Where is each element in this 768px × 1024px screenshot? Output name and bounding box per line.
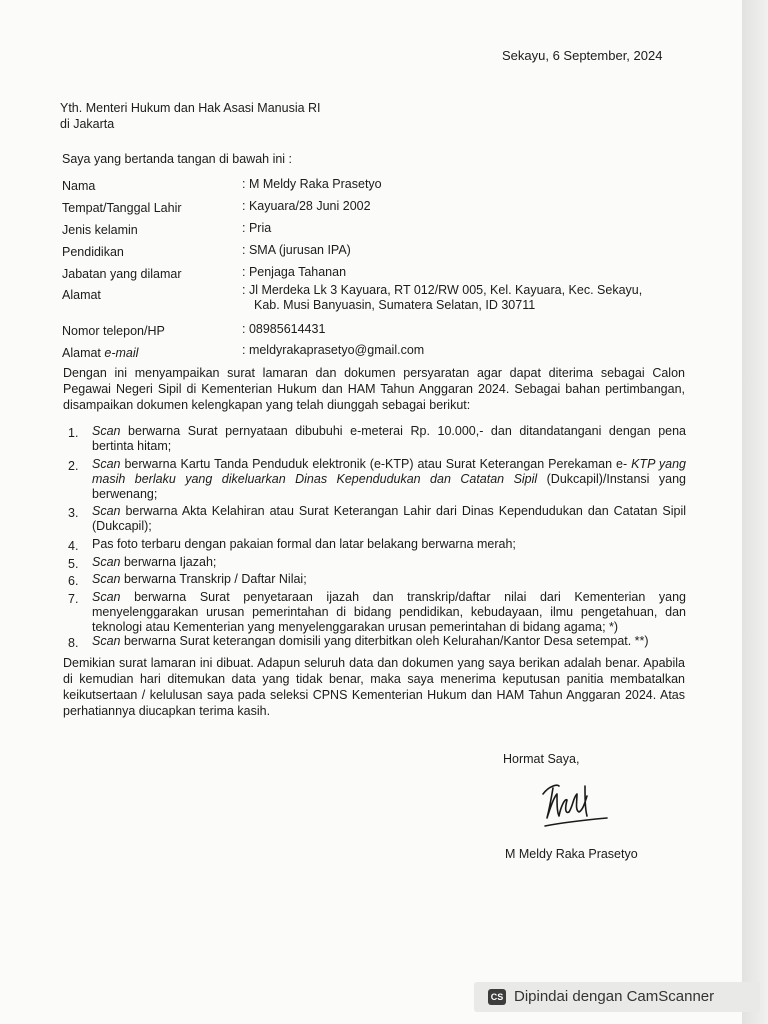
camscanner-watermark [474,982,760,1012]
camscanner-text: Dipindai dengan CamScanner [514,988,715,1005]
list-number-1: 1. [68,426,79,440]
list-number-5: 5. [68,557,79,571]
closing-paragraph: Demikian surat lamaran ini dibuat. Adapun seluruh data dan dokumen yang saya berikan adalah benar. Apabila di kemudian hari ditemukan data yang tidak benar, maka saya menerima keputusan panitia membatalkan keikutsertaan / kelulusan saya pada seleksi CPNS Kementerian Hukum dan HAM Tahun Anggaran 2024. Atas perhatiannya diucapkan terima kasih. [63,656,685,718]
list-item-2-scan: Scan [92,457,121,471]
list-item-5 [92,555,686,570]
list-item-2 [92,457,686,502]
list-item-4 [92,537,686,552]
list-item-7 [92,590,686,635]
list-number-3: 3. [68,506,79,520]
list-item-4-text: Pas foto terbaru dengan pakaian formal dan latar belakang berwarna merah; [92,537,516,551]
field-label-nama: Nama [62,179,96,193]
regards-text: Hormat Saya, [503,752,580,766]
field-value-ttl: : Kayuara/28 Juni 2002 [242,199,371,213]
field-value-education: : SMA (jurusan IPA) [242,243,351,257]
list-item-2-italic: KTP yang masih berlaku yang dikeluarkan Dinas Kependudukan dan Catatan Sipil [92,457,686,486]
list-item-3-scan: Scan [92,504,121,518]
field-label-address: Alamat [62,288,101,302]
body-paragraph-1: Dengan ini menyampaikan surat lamaran dan dokumen persyaratan agar dapat diterima sebagai Calon Pegawai Negeri Sipil di Kementerian Hukum dan HAM Tahun Anggaran 2024. Sebagai bahan pertimbangan, disampaikan dokumen kelengkapan yang telah diunggah sebagai berikut: [63,366,685,412]
list-item-8-scan: Scan [92,634,121,648]
field-label-gender: Jenis kelamin [62,223,138,237]
list-item-8-text: berwarna Surat keterangan domisili yang diterbitkan oleh Kelurahan/Kantor Desa setempat. **) [120,634,649,648]
recipient-line-1: Yth. Menteri Hukum dan Hak Asasi Manusia RI [60,101,321,115]
field-label-ttl: Tempat/Tanggal Lahir [62,201,182,215]
signature [535,772,615,832]
list-item-8 [92,634,686,649]
list-item-6-scan: Scan [92,572,121,586]
field-value-gender: : Pria [242,221,272,235]
list-number-8: 8. [68,636,79,650]
list-number-2: 2. [68,459,79,473]
field-value-nama: : M Meldy Raka Prasetyo [242,177,382,191]
field-label-education: Pendidikan [62,245,124,259]
list-item-1-scan: Scan [92,424,121,438]
signer-name: M Meldy Raka Prasetyo [505,847,638,861]
list-item-6-text: berwarna Transkrip / Daftar Nilai; [120,572,307,586]
field-value-phone: : 08985614431 [242,322,326,336]
field-value-address-1: : Jl Merdeka Lk 3 Kayuara, RT 012/RW 005, Kel. Kayuara, Kec. Sekayu, [242,283,643,297]
list-item-5-scan: Scan [92,555,121,569]
list-number-4: 4. [68,539,79,553]
list-item-3-text: berwarna Akta Kelahiran atau Surat Keterangan Lahir dari Dinas Kependudukan dan Catatan Sipil (Dukcapil); [92,504,686,533]
field-value-email: : meldyrakaprasetyo@gmail.com [242,343,425,357]
list-number-6: 6. [68,574,79,588]
letter-date: Sekayu, 6 September, 2024 [502,48,663,63]
page-edge [742,0,768,1024]
list-item-2-text: berwarna Kartu Tanda Penduduk elektronik (e-KTP) atau Surat Keterangan Perekaman e- [120,457,628,471]
list-item-6 [92,572,686,587]
camscanner-logo-icon: CS [488,989,506,1005]
list-item-1-text: berwarna Surat pernyataan dibubuhi e-meterai Rp. 10.000,- dan ditandatangani dengan pena bertinta hitam; [92,424,686,453]
list-item-7-text: berwarna Surat penyetaraan ijazah dan transkrip/daftar nilai dari Kementerian yang menyelenggarakan urusan pemerintahan di bidang pendidikan, kebudayaan, ilmu pengetahuan, dan teknologi atau Kementerian yang menyelenggarakan urusan pemerintahan di bidang agama; *) [92,590,686,634]
list-item-2-text-end: (Dukcapil)/Instansi yang berwenang; [92,472,686,501]
field-label-email [62,346,138,360]
field-value-address-2: Kab. Musi Banyuasin, Sumatera Selatan, ID 30711 [254,298,536,312]
field-label-position: Jabatan yang dilamar [62,267,182,281]
email-label-italic: e-mail [104,346,139,360]
field-value-position: : Penjaga Tahanan [242,265,347,279]
list-item-7-scan: Scan [92,590,121,604]
recipient-line-2: di Jakarta [60,117,115,131]
list-item-1 [92,424,686,454]
field-label-phone: Nomor telepon/HP [62,324,165,338]
email-label-text: Alamat [62,346,105,360]
list-item-3 [92,504,686,534]
intro-text: Saya yang bertanda tangan di bawah ini : [62,152,293,166]
list-number-7: 7. [68,592,79,606]
list-item-5-text: berwarna Ijazah; [120,555,217,569]
